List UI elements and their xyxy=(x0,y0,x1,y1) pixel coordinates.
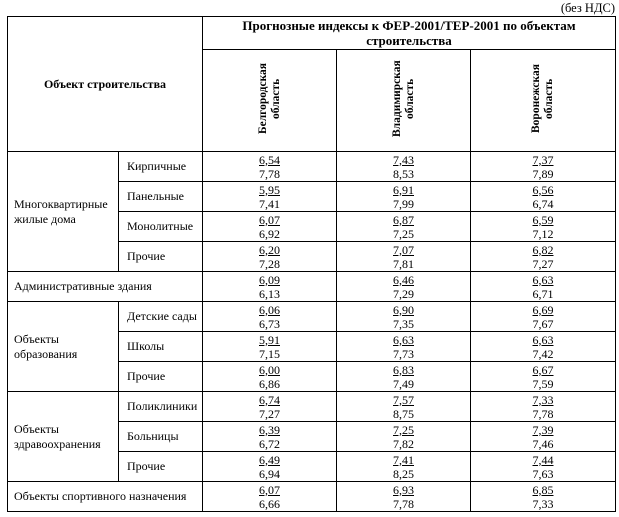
index-value-bottom: 6,71 xyxy=(532,286,554,301)
subtype-label: Детские сады xyxy=(119,302,203,332)
index-value-top: 6,83 xyxy=(393,362,414,377)
value-cell xyxy=(203,362,337,392)
value-cell xyxy=(337,302,471,332)
value-cell xyxy=(471,362,616,392)
index-value-bottom: 7,73 xyxy=(393,346,414,361)
index-value-top: 6,74 xyxy=(259,392,280,407)
index-value-bottom: 7,78 xyxy=(532,406,554,421)
index-value-top: 5,95 xyxy=(259,182,280,197)
index-value-top: 7,41 xyxy=(393,452,414,467)
index-value-top: 7,07 xyxy=(393,242,414,257)
index-value-bottom: 7,41 xyxy=(259,196,280,211)
group-label: Объекты здравоохранения xyxy=(8,392,119,482)
vat-note: (без НДС) xyxy=(560,1,615,15)
subtype-label: Больницы xyxy=(119,422,203,452)
table-row xyxy=(8,392,616,422)
value-cell xyxy=(203,452,337,482)
value-cell xyxy=(337,452,471,482)
index-value-bottom: 7,27 xyxy=(259,406,280,421)
value-cell xyxy=(337,482,471,512)
value-cell xyxy=(471,332,616,362)
index-value-bottom: 7,82 xyxy=(393,436,414,451)
value-cell xyxy=(471,182,616,212)
subtype-label: Прочие xyxy=(119,242,203,272)
index-value-bottom: 7,29 xyxy=(393,286,414,301)
index-value-top: 6,20 xyxy=(259,242,280,257)
index-value-bottom: 7,67 xyxy=(532,316,554,331)
index-value-bottom: 6,66 xyxy=(259,496,280,511)
index-value-top: 5,91 xyxy=(259,332,280,347)
index-value-bottom: 7,12 xyxy=(532,226,554,241)
index-value-top: 6,90 xyxy=(393,302,414,317)
region-header-belgorod xyxy=(203,50,337,152)
value-cell xyxy=(337,392,471,422)
value-cell xyxy=(337,362,471,392)
index-value-bottom: 7,33 xyxy=(532,496,554,511)
value-cell xyxy=(471,392,616,422)
region-header-vladimir xyxy=(337,50,471,152)
index-value-top: 6,07 xyxy=(259,212,280,227)
subtype-label: Поликлиники xyxy=(119,392,203,422)
value-cell xyxy=(337,272,471,302)
index-value-top: 7,33 xyxy=(532,392,554,407)
region-label: Белгородская область xyxy=(256,63,282,135)
index-value-top: 6,56 xyxy=(532,182,554,197)
index-value-top: 6,49 xyxy=(259,452,280,467)
index-value-bottom: 8,53 xyxy=(393,166,414,181)
index-value-top: 7,37 xyxy=(532,152,554,167)
index-value-top: 6,00 xyxy=(259,362,280,377)
value-cell xyxy=(471,422,616,452)
index-value-top: 6,63 xyxy=(532,332,554,347)
index-value-top: 6,39 xyxy=(259,422,280,437)
value-cell xyxy=(471,302,616,332)
value-cell xyxy=(203,332,337,362)
subtype-label: Прочие xyxy=(119,452,203,482)
value-cell xyxy=(471,482,616,512)
index-value-top: 6,59 xyxy=(532,212,554,227)
region-label: Владимирская область xyxy=(390,60,416,137)
index-value-bottom: 6,73 xyxy=(259,316,280,331)
value-cell xyxy=(337,242,471,272)
value-cell xyxy=(337,182,471,212)
index-value-bottom: 6,74 xyxy=(532,196,554,211)
value-cell xyxy=(203,152,337,182)
index-value-top: 6,63 xyxy=(532,272,554,287)
group-label: Многоквартирные жилые дома xyxy=(8,152,119,272)
index-value-bottom: 6,94 xyxy=(259,466,280,481)
index-value-top: 7,44 xyxy=(532,452,554,467)
subtype-label: Панельные xyxy=(119,182,203,212)
value-cell xyxy=(471,152,616,182)
index-value-bottom: 7,89 xyxy=(532,166,554,181)
subtype-label: Прочие xyxy=(119,362,203,392)
value-cell xyxy=(203,302,337,332)
value-cell xyxy=(337,152,471,182)
index-value-bottom: 6,92 xyxy=(259,226,280,241)
index-value-top: 6,85 xyxy=(532,482,554,497)
index-value-top: 6,54 xyxy=(259,152,280,167)
index-value-top: 6,07 xyxy=(259,482,280,497)
index-value-top: 7,25 xyxy=(393,422,414,437)
index-value-bottom: 7,63 xyxy=(532,466,554,481)
index-value-bottom: 8,25 xyxy=(393,466,414,481)
table-row xyxy=(8,482,616,512)
index-value-bottom: 7,42 xyxy=(532,346,554,361)
value-cell xyxy=(471,272,616,302)
value-cell xyxy=(203,242,337,272)
value-cell xyxy=(337,212,471,242)
index-value-bottom: 6,86 xyxy=(259,376,280,391)
index-value-top: 6,46 xyxy=(393,272,414,287)
region-header-voronezh xyxy=(471,50,616,152)
index-value-bottom: 7,78 xyxy=(259,166,280,181)
group-label: Административные здания xyxy=(8,272,203,302)
index-value-bottom: 7,15 xyxy=(259,346,280,361)
table-row xyxy=(8,302,616,332)
index-value-top: 6,87 xyxy=(393,212,414,227)
value-cell xyxy=(471,242,616,272)
header-row-title xyxy=(8,17,616,50)
region-label: Воронежская область xyxy=(530,64,555,133)
index-value-top: 7,39 xyxy=(532,422,554,437)
value-cell xyxy=(337,332,471,362)
index-value-top: 6,67 xyxy=(532,362,554,377)
index-value-bottom: 7,49 xyxy=(393,376,414,391)
subtype-label: Монолитные xyxy=(119,212,203,242)
value-cell xyxy=(471,212,616,242)
index-value-bottom: 7,78 xyxy=(393,496,414,511)
index-value-top: 7,43 xyxy=(393,152,414,167)
index-value-top: 6,91 xyxy=(393,182,414,197)
value-cell xyxy=(337,422,471,452)
index-value-bottom: 7,81 xyxy=(393,256,414,271)
main-title-header: Прогнозные индексы к ФЕР-2001/ТЕР-2001 по объектам строительства xyxy=(203,17,616,50)
subtype-label: Кирпичные xyxy=(119,152,203,182)
value-cell xyxy=(203,212,337,242)
value-cell xyxy=(203,182,337,212)
index-value-top: 6,06 xyxy=(259,302,280,317)
index-value-bottom: 7,59 xyxy=(532,376,554,391)
value-cell xyxy=(203,392,337,422)
index-value-bottom: 7,35 xyxy=(393,316,414,331)
group-label: Объекты спортивного назначения xyxy=(8,482,203,512)
table-row xyxy=(8,152,616,182)
index-value-bottom: 7,28 xyxy=(259,256,280,271)
object-column-header: Объект строительства xyxy=(8,17,203,152)
index-table xyxy=(7,16,616,512)
subtype-label: Школы xyxy=(119,332,203,362)
index-value-top: 6,93 xyxy=(393,482,414,497)
index-value-top: 6,69 xyxy=(532,302,554,317)
index-value-top: 6,09 xyxy=(259,272,280,287)
index-value-bottom: 7,25 xyxy=(393,226,414,241)
value-cell xyxy=(471,452,616,482)
value-cell xyxy=(203,272,337,302)
group-label: Объекты образования xyxy=(8,302,119,392)
index-value-bottom: 8,75 xyxy=(393,406,414,421)
index-value-bottom: 7,99 xyxy=(393,196,414,211)
value-cell xyxy=(203,422,337,452)
index-value-bottom: 6,72 xyxy=(259,436,280,451)
value-cell xyxy=(203,482,337,512)
index-value-bottom: 6,13 xyxy=(259,286,280,301)
index-value-top: 6,63 xyxy=(393,332,414,347)
index-value-bottom: 7,46 xyxy=(532,436,554,451)
index-table-body xyxy=(8,17,616,512)
index-value-bottom: 7,27 xyxy=(532,256,554,271)
index-value-top: 7,57 xyxy=(393,392,414,407)
index-value-top: 6,82 xyxy=(532,242,554,257)
table-row xyxy=(8,272,616,302)
